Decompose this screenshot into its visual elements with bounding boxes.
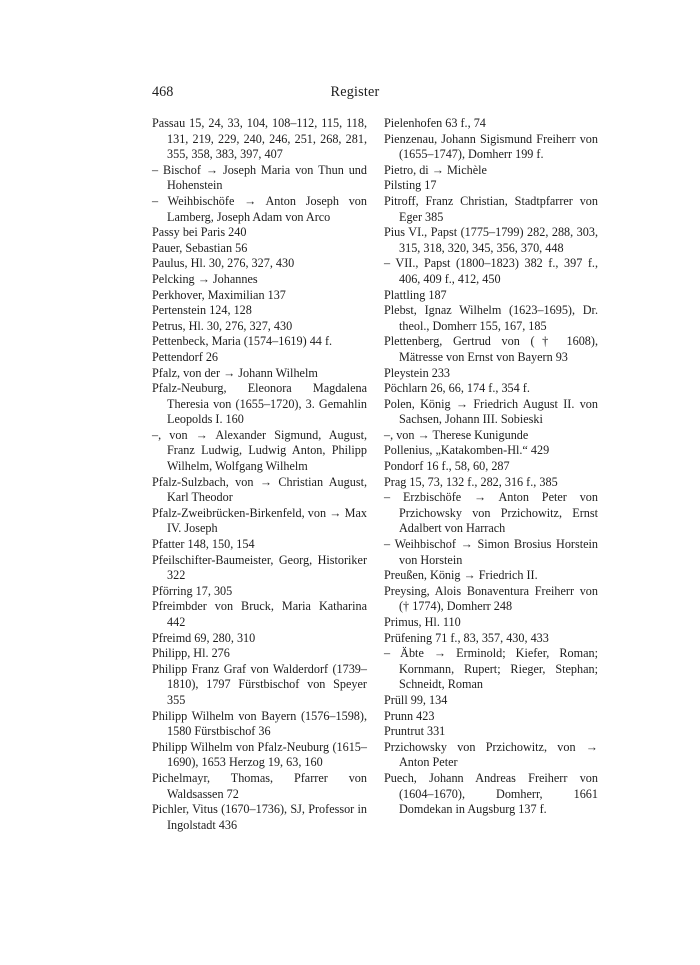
page-header [152, 84, 558, 104]
index-entry: Pelcking → Johannes [152, 271, 258, 286]
index-entry: Perkhover, Maximilian 137 [152, 287, 286, 302]
index-entry: Pietro, di → Michèle [384, 162, 487, 177]
index-entry: Pfreimd 69, 280, 310 [152, 630, 256, 645]
index-entry: Pfalz-Sulzbach, von → Christian August, Karl Theodor [152, 474, 367, 505]
index-entry: Passau 15, 24, 33, 104, 108–112, 115, 118, 131, 219, 229, 240, 246, 251, 268, 281, 355, 358, 383, 397, 407 [152, 116, 367, 162]
index-entry: Polen, König → Friedrich August II. von Sachsen, Johann III. Sobieski [384, 396, 598, 427]
running-head: Register [330, 84, 380, 100]
index-column-right [384, 116, 598, 818]
index-entry: Pleystein 233 [384, 365, 451, 380]
index-entry: Philipp, Hl. 276 [152, 646, 230, 661]
index-entry: Plattling 187 [384, 287, 447, 302]
index-entry: Pollenius, „Katakomben-Hl.“ 429 [384, 443, 550, 458]
index-entry: Pienzenau, Johann Sigismund Freiherr von (1655–1747), Domherr 199 f. [384, 131, 598, 162]
index-entry: Pfalz, von der → Johann Wilhelm [152, 365, 318, 380]
index-entry: – Erzbischöfe → Anton Peter von Przichowsky von Przichowitz, Ernst Adalbert von Harrach [384, 490, 598, 536]
index-entry: Pruntrut 331 [384, 724, 446, 739]
page-number: 468 [152, 84, 174, 100]
index-entry: Przichowsky von Przichowitz, von → Anton Peter [384, 739, 598, 770]
index-entry: Puech, Johann Andreas Freiherr von (1604–1670), Domherr, 1661 Domdekan in Augsburg 137 f. [384, 770, 598, 817]
index-entry: Philipp Franz Graf von Walderdorf (1739–1810), 1797 Fürstbischof von Speyer 355 [152, 661, 367, 707]
index-entry: –, von → Therese Kunigunde [384, 427, 529, 442]
index-entry: Philipp Wilhelm von Bayern (1576–1598), 1580 Fürstbischof 36 [152, 708, 367, 739]
index-entry: Pfreimbder von Bruck, Maria Katharina 442 [152, 599, 367, 629]
index-entry: Pilsting 17 [384, 178, 437, 193]
index-entry: Pettendorf 26 [152, 349, 219, 364]
index-entry: Pettenbeck, Maria (1574–1619) 44 f. [152, 334, 333, 349]
index-entry: Petrus, Hl. 30, 276, 327, 430 [152, 318, 293, 333]
index-entry: – Weihbischof → Simon Brosius Horstein von Horstein [384, 537, 598, 567]
index-entry: Philipp Wilhelm von Pfalz-Neuburg (1615–1690), 1653 Herzog 19, 63, 160 [152, 739, 367, 770]
index-entry: Passy bei Paris 240 [152, 225, 247, 240]
index-entry: Plebst, Ignaz Wilhelm (1623–1695), Dr. theol., Domherr 155, 167, 185 [384, 303, 598, 333]
index-entry: Paulus, Hl. 30, 276, 327, 430 [152, 256, 295, 271]
index-entry: – Äbte → Erminold; Kiefer, Roman; Kornmann, Rupert; Rieger, Stephan; Schneidt, Roman [384, 646, 598, 692]
index-entry: Pöchlarn 26, 66, 174 f., 354 f. [384, 381, 530, 396]
index-entry: Pius VI., Papst (1775–1799) 282, 288, 303, 315, 318, 320, 345, 356, 370, 448 [384, 225, 598, 255]
index-entry: Pfalz-Neuburg, Eleonora Magdalena Theresia von (1655–1720), 3. Gemahlin Leopolds I. 160 [152, 381, 367, 427]
index-entry: Pondorf 16 f., 58, 60, 287 [384, 459, 510, 474]
index-entry: Pichelmayr, Thomas, Pfarrer von Waldsassen 72 [152, 770, 367, 801]
index-entry: Pitroff, Franz Christian, Stadtpfarrer von Eger 385 [384, 193, 598, 224]
index-entry: –, von → Alexander Sigmund, August, Franz Ludwig, Ludwig Anton, Philipp Wilhelm, Wolfgang Wilhelm [152, 427, 367, 474]
index-entry: – VII., Papst (1800–1823) 382 f., 397 f., 406, 409 f., 412, 450 [384, 256, 598, 286]
index-entry: Primus, Hl. 110 [384, 615, 461, 629]
index-entry: Prunn 423 [384, 708, 435, 723]
index-entry: Prüfening 71 f., 83, 357, 430, 433 [384, 630, 549, 645]
index-entry: Preysing, Alois Bonaventura Freiherr von († 1774), Domherr 248 [384, 583, 598, 614]
index-entry: Plettenberg, Gertrud von († 1608), Mätresse von Ernst von Bayern 93 [384, 334, 598, 364]
index-column-left [152, 116, 367, 833]
index-entry: Prüll 99, 134 [384, 692, 448, 707]
index-entry: Pielenhofen 63 f., 74 [384, 116, 486, 130]
index-entry: Pichler, Vitus (1670–1736), SJ, Professor in Ingolstadt 436 [152, 802, 367, 832]
index-entry: Pauer, Sebastian 56 [152, 240, 248, 255]
index-entry: Pertenstein 124, 128 [152, 303, 252, 318]
index-entry: Pfeilschifter-Baumeister, Georg, Historiker 322 [152, 552, 367, 583]
index-entry: Preußen, König → Friedrich II. [384, 568, 538, 583]
index-entry: Pförring 17, 305 [152, 583, 233, 598]
index-entry: – Weihbischöfe → Anton Joseph von Lamberg, Joseph Adam von Arco [152, 193, 367, 224]
index-entry: Prag 15, 73, 132 f., 282, 316 f., 385 [384, 474, 558, 489]
index-entry: Pfatter 148, 150, 154 [152, 537, 255, 552]
index-entry: Pfalz-Zweibrücken-Birkenfeld, von → Max IV. Joseph [152, 505, 367, 536]
index-entry: – Bischof → Joseph Maria von Thun und Hohenstein [152, 162, 367, 193]
